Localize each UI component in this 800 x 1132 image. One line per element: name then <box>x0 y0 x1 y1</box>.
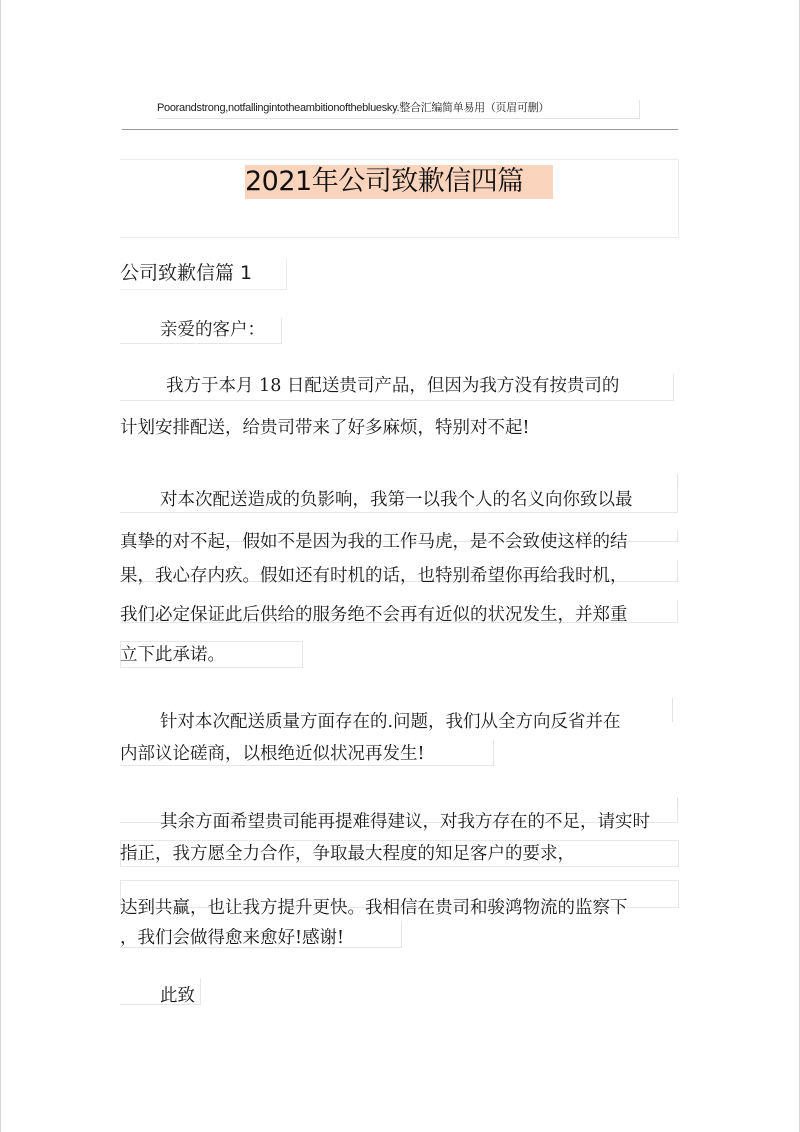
paragraph-1-line-2: 计划安排配送，给贵司带来了好多麻烦，特别对不起! <box>120 418 530 438</box>
page-edge-left <box>0 0 1 1132</box>
paragraph-2-line-4: 我们必定保证此后供给的服务绝不会再有近似的状况发生，并郑重 <box>120 605 628 625</box>
paragraph-4-line-3: 达到共赢，也让我方提升更快。我相信在贵司和骏鸿物流的监察下 <box>120 898 628 918</box>
salutation: 亲爱的客户： <box>160 320 265 340</box>
paragraph-2-line-2: 真挚的对不起，假如不是因为我的工作马虎，是不会致使这样的结 <box>120 532 628 552</box>
section-heading: 公司致歉信篇 1 <box>120 258 287 290</box>
paragraph-2-line-3: 果，我心存内疚。假如还有时机的话，也特别希望你再给我时机， <box>120 566 628 586</box>
frame-marker <box>672 698 673 722</box>
paragraph-1-line-1: 我方于本月 18 日配送贵司产品，但因为我方没有按贵司的 <box>166 376 620 396</box>
paragraph-4-line-4: ，我们会做得愈来愈好!感谢! <box>120 928 345 948</box>
paragraph-3-line-1: 针对本次配送质量方面存在的.问题，我们从全方向反省并在 <box>160 712 621 732</box>
paragraph-2-line-1: 对本次配送造成的负影响，我第一以我个人的名义向你致以最 <box>160 490 633 510</box>
closing: 此致 <box>160 986 195 1006</box>
paragraph-2-line-5: 立下此承诺。 <box>120 645 225 665</box>
header-divider <box>122 129 678 130</box>
paragraph-4-line-2: 指正，我方愿全力合作，争取最大程度的知足客户的要求， <box>120 844 575 864</box>
document-title: 2021年公司致歉信四篇 <box>245 165 553 199</box>
page-header: Poorandstrong,notfallingintotheambitionofthebluesky.整合汇编简单易用（页眉可删） <box>157 100 640 119</box>
paragraph-4-line-1: 其余方面希望贵司能再提难得建议，对我方存在的不足，请实时 <box>160 812 650 832</box>
paragraph-3-line-2: 内部议论磋商，以根绝近似状况再发生! <box>120 744 425 764</box>
